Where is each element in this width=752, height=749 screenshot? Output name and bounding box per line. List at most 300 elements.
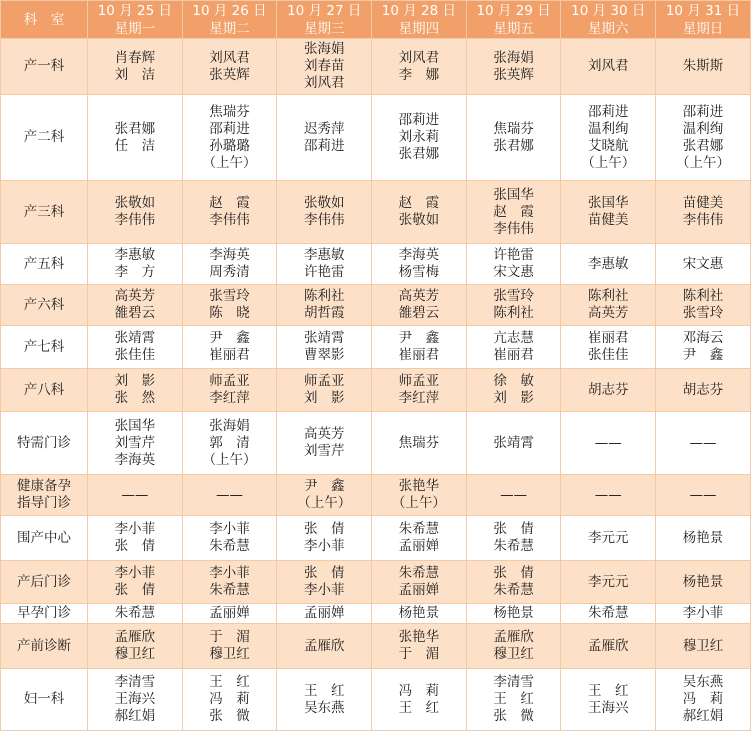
staff-name: 尹 鑫 (303, 478, 345, 494)
staff-name: 崔丽君 (209, 347, 250, 363)
staff-name: 崔丽君 (493, 347, 534, 363)
dept-name-cell (1, 624, 88, 669)
roster-body (1, 39, 751, 731)
staff-name: 刘雪芹 (303, 443, 345, 459)
staff-name: 王 红 (588, 682, 629, 699)
duty-cell (88, 516, 183, 561)
staff-name: 张 倩 (114, 582, 156, 598)
staff-name: 张艳华 (398, 478, 440, 494)
duty-cell (466, 95, 561, 181)
staff-name: 张君娜 (398, 146, 440, 162)
duty-cell (277, 624, 372, 669)
duty-cell (466, 669, 561, 731)
roster-row (1, 181, 751, 244)
staff-name: 许艳雷 (303, 264, 345, 280)
duty-cell (277, 95, 372, 181)
staff-name: 赵 霞 (209, 195, 250, 211)
staff-name: 陈利社 (303, 288, 345, 304)
staff-name: —— (594, 486, 622, 503)
duty-cell (466, 475, 561, 516)
duty-cell (561, 604, 656, 624)
staff-name: 崔丽君 (588, 330, 629, 346)
dept-name-cell (1, 561, 88, 604)
staff-name: 温利绚 (682, 120, 724, 137)
staff-name: 李伟伟 (209, 212, 250, 228)
duty-cell (656, 369, 751, 412)
staff-name: 张国华 (114, 417, 156, 434)
duty-cell (372, 326, 467, 369)
staff-name: 张 倩 (493, 521, 534, 537)
staff-name: 吴东燕 (303, 699, 345, 716)
staff-name: 李惠敏 (114, 247, 156, 263)
staff-name: 孟丽婵 (398, 582, 440, 598)
duty-cell (182, 39, 277, 95)
staff-name: 于 湄 (209, 629, 250, 645)
staff-name: 张 然 (114, 390, 156, 406)
duty-cell (656, 516, 751, 561)
duty-cell (372, 369, 467, 412)
dept-name-line: 特需门诊 (17, 434, 71, 451)
duty-cell (182, 475, 277, 516)
day-column-header: 10 月 28 日 星期四 (372, 1, 467, 39)
staff-name: 刘春苗 (303, 58, 345, 74)
duty-cell (656, 326, 751, 369)
staff-name: 李小菲 (209, 521, 250, 537)
duty-cell (466, 39, 561, 95)
duty-cell (182, 369, 277, 412)
duty-cell (372, 624, 467, 669)
roster-row (1, 516, 751, 561)
dept-name-line: 妇一科 (23, 691, 65, 707)
dept-name-line: 产五科 (23, 255, 65, 272)
header-row (1, 1, 751, 39)
duty-cell (561, 95, 656, 181)
staff-name: 宋文惠 (493, 264, 534, 280)
duty-cell (277, 181, 372, 244)
staff-name: 张君娜 (493, 137, 534, 154)
duty-cell (277, 669, 372, 731)
staff-name: 刘 影 (114, 373, 156, 389)
duty-cell (277, 561, 372, 604)
staff-name: 李惠敏 (588, 255, 629, 272)
staff-name: 王 红 (398, 699, 440, 716)
staff-name: 亢志慧 (493, 330, 534, 346)
staff-name: 刘永莉 (398, 129, 440, 145)
duty-cell (277, 516, 372, 561)
duty-cell (182, 604, 277, 624)
duty-cell (466, 604, 561, 624)
dept-name-line: 产二科 (23, 129, 65, 145)
duty-cell (182, 669, 277, 731)
staff-name: 朱斯斯 (682, 58, 724, 74)
staff-name: 李海英 (114, 451, 156, 468)
staff-name: 苗健美 (588, 212, 629, 228)
duty-cell (182, 412, 277, 475)
staff-name: 朱希慧 (114, 605, 156, 621)
staff-name: 杨艳景 (398, 605, 440, 621)
staff-name: 郝红娟 (114, 708, 156, 724)
staff-name: 李清雪 (114, 674, 156, 690)
duty-cell (656, 475, 751, 516)
staff-name: 赵 霞 (493, 203, 534, 220)
staff-name: 杨艳景 (682, 529, 724, 546)
roster-row (1, 326, 751, 369)
duty-cell (466, 285, 561, 326)
staff-name: （上午） (202, 451, 257, 468)
duty-cell (88, 39, 183, 95)
staff-name: 杨艳景 (682, 573, 724, 590)
staff-name: 尹 鑫 (398, 330, 440, 346)
staff-name: 王海兴 (588, 699, 629, 716)
staff-name: 邵莉进 (588, 103, 629, 120)
staff-name: 李 方 (114, 264, 156, 280)
staff-name: 孟丽婵 (303, 605, 345, 621)
staff-name: 李小菲 (209, 565, 250, 581)
duty-cell (88, 326, 183, 369)
staff-name: 张英辉 (209, 66, 250, 83)
staff-name: 张英辉 (493, 66, 534, 83)
staff-name: 迟秀萍 (303, 120, 345, 137)
duty-cell (466, 181, 561, 244)
duty-cell (466, 561, 561, 604)
staff-name: 张 倩 (303, 521, 345, 537)
staff-name: 张艳华 (398, 629, 440, 645)
duty-cell (372, 244, 467, 285)
dept-name-line: 产一科 (23, 58, 65, 74)
staff-name: 张国华 (588, 195, 629, 211)
staff-name: 张雪玲 (682, 305, 724, 321)
staff-name: 张君娜 (682, 137, 724, 154)
duty-cell (88, 244, 183, 285)
staff-name: 张雪玲 (209, 288, 250, 304)
dept-name-line: 围产中心 (17, 529, 71, 546)
duty-cell (372, 412, 467, 475)
staff-name: 陈利社 (588, 288, 629, 304)
staff-name: 邵莉进 (303, 137, 345, 154)
staff-name: 李元元 (588, 573, 629, 590)
staff-name: 雒碧云 (398, 305, 440, 321)
duty-cell (277, 39, 372, 95)
staff-name: 高英芳 (398, 288, 440, 304)
dept-name-cell (1, 475, 88, 516)
staff-name: （上午） (581, 154, 636, 171)
staff-name: 李 娜 (398, 66, 440, 83)
staff-name: 王海兴 (114, 691, 156, 707)
staff-name: 李小菲 (303, 538, 345, 554)
dept-name-cell (1, 244, 88, 285)
staff-name: 李清雪 (493, 674, 534, 690)
staff-name: 邵莉进 (209, 120, 250, 137)
dept-name-cell (1, 412, 88, 475)
staff-name: 张敬如 (114, 195, 156, 211)
staff-name: 吴东燕 (682, 674, 724, 690)
staff-name: —— (121, 486, 149, 503)
staff-name: （上午） (391, 495, 446, 511)
duty-cell (561, 244, 656, 285)
staff-name: 胡志芬 (682, 381, 724, 398)
staff-name: 焦瑞芬 (398, 434, 440, 451)
staff-name: 郝红娟 (682, 708, 724, 724)
duty-cell (372, 604, 467, 624)
staff-name: 张佳佳 (114, 347, 156, 363)
dept-name-cell (1, 39, 88, 95)
dept-name-cell (1, 326, 88, 369)
duty-cell (182, 516, 277, 561)
staff-name: 李小菲 (114, 521, 156, 537)
staff-name: 李海英 (398, 247, 440, 263)
staff-name: 张国华 (493, 186, 534, 203)
staff-name: 张海娟 (209, 417, 250, 434)
staff-name: 王 红 (209, 674, 250, 690)
dept-name-cell (1, 181, 88, 244)
staff-name: 任 洁 (114, 137, 156, 154)
duty-cell (182, 244, 277, 285)
duty-cell (561, 285, 656, 326)
staff-name: 孟丽婵 (209, 605, 250, 621)
duty-cell (372, 561, 467, 604)
staff-name: 陈利社 (682, 288, 724, 304)
duty-cell (561, 475, 656, 516)
duty-cell (656, 95, 751, 181)
duty-cell (88, 412, 183, 475)
roster-row (1, 244, 751, 285)
staff-name: —— (216, 486, 244, 503)
staff-name: 王 红 (493, 691, 534, 707)
staff-name: 刘 影 (303, 390, 345, 406)
staff-name: 朱希慧 (493, 538, 534, 554)
duty-cell (277, 285, 372, 326)
duty-cell (656, 39, 751, 95)
staff-name: 朱希慧 (209, 538, 250, 554)
staff-name: 朱希慧 (588, 605, 629, 621)
duty-cell (277, 369, 372, 412)
duty-cell (372, 475, 467, 516)
duty-cell (88, 561, 183, 604)
staff-name: 高英芳 (114, 288, 156, 304)
roster-row (1, 412, 751, 475)
dept-name-cell (1, 669, 88, 731)
staff-name: 李伟伟 (493, 220, 534, 237)
duty-cell (182, 624, 277, 669)
staff-name: 焦瑞芬 (493, 120, 534, 137)
staff-name: 刘风君 (303, 75, 345, 91)
staff-name: 宋文惠 (682, 255, 724, 272)
staff-name: 张 微 (493, 708, 534, 724)
duty-cell (277, 244, 372, 285)
duty-cell (88, 285, 183, 326)
duty-cell (88, 669, 183, 731)
duty-cell (466, 369, 561, 412)
staff-name: 刘风君 (209, 49, 250, 66)
staff-name: 张 倩 (493, 565, 534, 581)
dept-name-line: 早孕门诊 (17, 605, 71, 621)
duty-cell (561, 326, 656, 369)
roster-row (1, 39, 751, 95)
staff-name: 曹翠影 (303, 347, 345, 363)
staff-name: 张靖霄 (303, 330, 345, 346)
duty-cell (182, 561, 277, 604)
staff-name: 于 湄 (398, 646, 440, 662)
staff-name: 张靖霄 (493, 434, 534, 451)
duty-cell (372, 285, 467, 326)
staff-name: 孙璐璐 (209, 137, 250, 154)
duty-cell (88, 604, 183, 624)
staff-name: 李小菲 (303, 582, 345, 598)
staff-name: 李伟伟 (303, 212, 345, 228)
duty-cell (561, 516, 656, 561)
duty-cell (372, 39, 467, 95)
staff-name: 尹 鑫 (209, 330, 250, 346)
staff-name: 孟丽婵 (398, 538, 440, 554)
dept-name-line: 产七科 (23, 338, 65, 355)
staff-name: 冯 莉 (398, 682, 440, 699)
staff-name: 陈利社 (493, 305, 534, 321)
duty-cell (561, 624, 656, 669)
duty-cell (88, 475, 183, 516)
duty-cell (466, 326, 561, 369)
staff-name: 李海英 (209, 247, 250, 263)
duty-cell (656, 244, 751, 285)
duty-cell (466, 516, 561, 561)
duty-cell (561, 412, 656, 475)
staff-name: 李小菲 (682, 605, 724, 621)
staff-name: 张佳佳 (588, 347, 629, 363)
duty-cell (656, 181, 751, 244)
staff-name: 张靖霄 (114, 330, 156, 346)
staff-name: 刘雪芹 (114, 434, 156, 451)
dept-name-cell (1, 516, 88, 561)
duty-cell (182, 95, 277, 181)
dept-name-cell (1, 285, 88, 326)
staff-name: 邵莉进 (682, 103, 724, 120)
duty-cell (182, 326, 277, 369)
staff-name: 杨艳景 (493, 605, 534, 621)
staff-name: 周秀清 (209, 264, 250, 280)
staff-name: （上午） (675, 154, 730, 171)
duty-cell (466, 624, 561, 669)
duty-cell (277, 475, 372, 516)
staff-name: 穆卫红 (114, 646, 156, 662)
duty-cell (182, 181, 277, 244)
staff-name: 温利绚 (588, 120, 629, 137)
duty-cell (277, 326, 372, 369)
day-column-header: 10 月 25 日 星期一 (88, 1, 183, 39)
staff-name: 胡哲霞 (303, 305, 345, 321)
dept-name-line: 产六科 (23, 296, 65, 313)
staff-name: 冯 莉 (682, 691, 724, 707)
staff-name: 穆卫红 (209, 646, 250, 662)
staff-name: 邵莉进 (398, 112, 440, 128)
staff-name: 李伟伟 (114, 212, 156, 228)
staff-name: 师孟亚 (303, 373, 345, 389)
staff-name: 许艳雷 (493, 247, 534, 263)
staff-name: （上午） (202, 154, 257, 171)
roster-row (1, 285, 751, 326)
staff-name: 肖春辉 (114, 49, 156, 66)
staff-name: 张敬如 (303, 195, 345, 211)
staff-name: 李惠敏 (303, 247, 345, 263)
staff-name: 冯 莉 (209, 691, 250, 707)
staff-name: 胡志芬 (588, 381, 629, 398)
staff-name: 朱希慧 (398, 521, 440, 537)
staff-name: 焦瑞芬 (209, 103, 250, 120)
duty-cell (656, 561, 751, 604)
dept-name-line: 产前诊断 (17, 637, 71, 654)
staff-name: 师孟亚 (398, 373, 440, 389)
day-column-header: 10 月 26 日 星期二 (182, 1, 277, 39)
duty-cell (656, 669, 751, 731)
dept-name-cell (1, 604, 88, 624)
day-column-header: 10 月 31 日 星期日 (656, 1, 751, 39)
dept-name-cell (1, 95, 88, 181)
staff-name: 崔丽君 (398, 347, 440, 363)
staff-name: 高英芳 (588, 305, 629, 321)
day-column-header: 10 月 29 日 星期五 (466, 1, 561, 39)
staff-name: 孟雁欣 (493, 629, 534, 645)
staff-name: 张海娟 (493, 49, 534, 66)
duty-cell (277, 412, 372, 475)
staff-name: 杨雪梅 (398, 264, 440, 280)
staff-name: 张君娜 (114, 120, 156, 137)
duty-cell (561, 561, 656, 604)
staff-name: 李红萍 (209, 390, 250, 406)
staff-name: 张 微 (209, 708, 250, 724)
dept-name-line: 指导门诊 (17, 495, 71, 511)
staff-name: 孟雁欣 (588, 637, 629, 654)
staff-name: —— (689, 434, 717, 451)
staff-name: 穆卫红 (682, 637, 724, 654)
duty-cell (88, 369, 183, 412)
staff-name: 高英芳 (303, 426, 345, 442)
staff-name: 穆卫红 (493, 646, 534, 662)
staff-name: 刘 洁 (114, 66, 156, 83)
roster-row (1, 475, 751, 516)
duty-cell (466, 412, 561, 475)
staff-name: 刘风君 (588, 58, 629, 74)
duty-cell (466, 244, 561, 285)
duty-cell (561, 669, 656, 731)
dept-name-line: 产八科 (23, 381, 65, 398)
staff-name: 张海娟 (303, 41, 345, 57)
staff-name: 朱希慧 (398, 565, 440, 581)
dept-name-line: 产三科 (23, 203, 65, 220)
duty-cell (88, 624, 183, 669)
staff-name: 张 倩 (303, 565, 345, 581)
staff-name: 尹 鑫 (682, 347, 724, 363)
staff-name: 郭 清 (209, 434, 250, 451)
duty-cell (372, 669, 467, 731)
duty-cell (182, 285, 277, 326)
day-column-header: 10 月 30 日 星期六 (561, 1, 656, 39)
staff-name: 孟雁欣 (114, 629, 156, 645)
dept-name-line: 健康备孕 (17, 478, 71, 494)
duty-cell (372, 181, 467, 244)
staff-name: 王 红 (303, 682, 345, 699)
staff-name: 刘 影 (493, 390, 534, 406)
duty-cell (656, 624, 751, 669)
staff-name: 师孟亚 (209, 373, 250, 389)
staff-name: 李红萍 (398, 390, 440, 406)
staff-name: —— (500, 486, 528, 503)
duty-cell (561, 39, 656, 95)
day-column-header: 10 月 27 日 星期三 (277, 1, 372, 39)
staff-name: （上午） (297, 495, 352, 511)
roster-row (1, 369, 751, 412)
staff-name: 刘风君 (398, 49, 440, 66)
staff-name: 李小菲 (114, 565, 156, 581)
staff-name: 李元元 (588, 529, 629, 546)
roster-row (1, 604, 751, 624)
